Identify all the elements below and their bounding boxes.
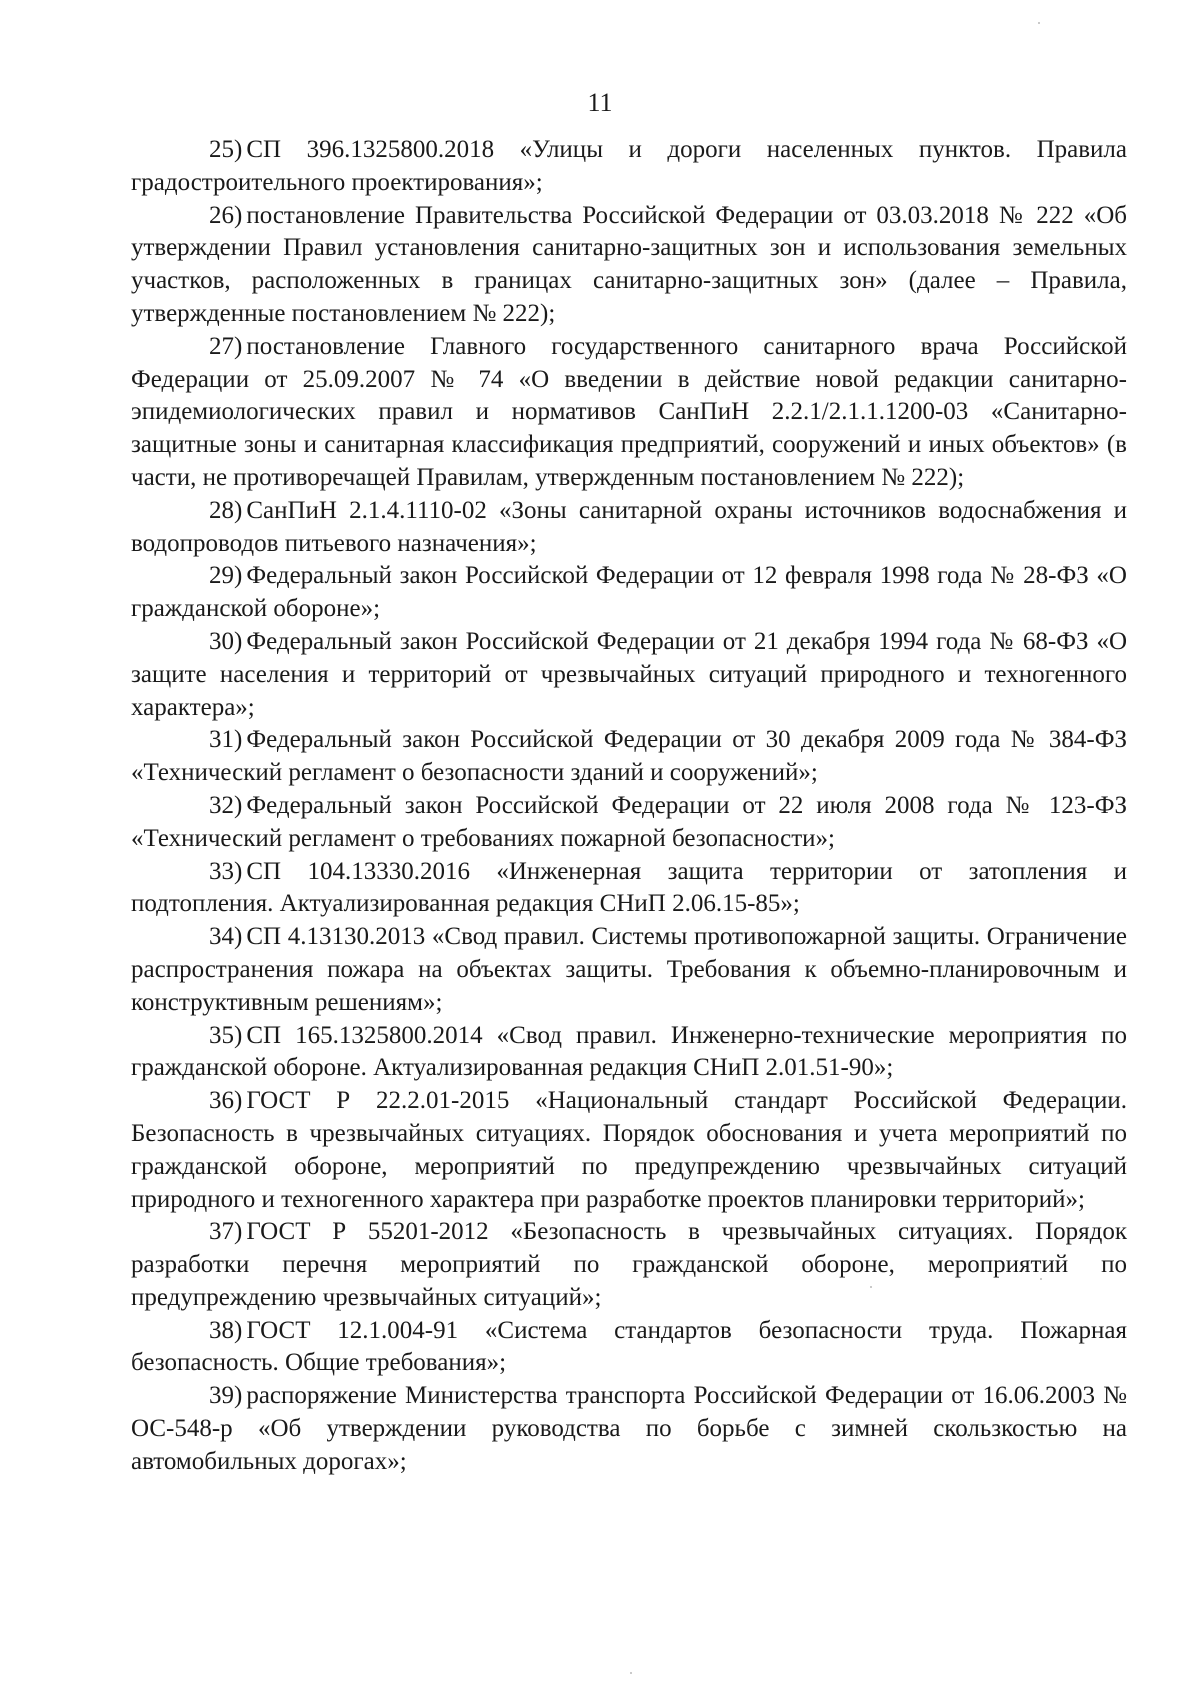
list-item [131,921,1127,1019]
item-number: 38) [209,1316,243,1344]
page-number: 11 [587,88,613,117]
reference-list [131,134,1127,1479]
item-number: 34) [209,923,243,951]
list-item [131,626,1127,724]
item-text: СП 165.1325800.2014 «Свод правил. Инженерно-технические мероприятия по гражданской обороне. Актуализированная редакция СНиП 2.01.51-90»; [131,1021,1127,1082]
item-text: распоряжение Министерства транспорта Российской Федерации от 16.06.2003 № ОС-548-р «Об утверждении руководства по борьбе с зимней скользкостью на автомобильных дорогах»; [131,1382,1127,1475]
item-number: 28) [209,496,243,524]
item-number: 25) [209,136,243,163]
item-number: 26) [209,201,243,229]
list-item [131,856,1127,922]
item-text: ГОСТ Р 55201-2012 «Безопасность в чрезвычайных ситуациях. Порядок разработки перечня мероприятий по гражданской обороне, мероприятий по предупреждению чрезвычайных ситуаций»; [131,1218,1127,1311]
item-number: 30) [209,627,243,655]
list-item [131,790,1127,856]
item-number: 35) [209,1021,243,1049]
list-item [131,331,1127,495]
scan-speck [1038,22,1040,24]
item-text: СП 104.13330.2016 «Инженерная защита территории от затопления и подтопления. Актуализированная редакция СНиП 2.06.15-85»; [131,857,1127,918]
list-item [131,200,1127,331]
item-text: Федеральный закон Российской Федерации от 30 декабря 2009 года № 384-ФЗ «Технический регламент о безопасности зданий и сооружений»; [131,726,1127,787]
list-item [131,1380,1127,1478]
item-text: ГОСТ 12.1.004-91 «Система стандартов безопасности труда. Пожарная безопасность. Общие требования»; [131,1316,1127,1377]
item-text: Федеральный закон Российской Федерации от 21 декабря 1994 года № 68-ФЗ «О защите населения и территорий от чрезвычайных ситуаций природного и техногенного характера»; [131,627,1127,721]
list-item [131,1315,1127,1381]
list-item [131,1085,1127,1216]
scan-speck [1040,1278,1042,1280]
list-item [131,1216,1127,1314]
list-item [131,1020,1127,1086]
item-number: 31) [209,726,243,754]
item-text: СанПиН 2.1.4.1110-02 «Зоны санитарной охраны источников водоснабжения и водопроводов питьевого назначения»; [131,496,1127,557]
list-item [131,560,1127,626]
list-item [131,724,1127,790]
item-number: 33) [209,857,243,885]
item-text: Федеральный закон Российской Федерации от 22 июля 2008 года № 123-ФЗ «Технический регламент о требованиях пожарной безопасности»; [131,791,1127,852]
item-text: Федеральный закон Российской Федерации от 12 февраля 1998 года № 28-ФЗ «О гражданской обороне»; [131,562,1127,623]
item-text: СП 396.1325800.2018 «Улицы и дороги населенных пунктов. Правила градостроительного проектирования»; [131,136,1127,196]
list-item [131,495,1127,561]
item-number: 32) [209,791,243,819]
item-number: 29) [209,562,243,590]
item-text: ГОСТ Р 22.2.01-2015 «Национальный стандарт Российской Федерации. Безопасность в чрезвычайных ситуациях. Порядок обоснования и учета мероприятий по гражданской обороне, мероприятий по предупреждению чрезвычайных ситуаций природного и техногенного характера при разработке проектов планировки территорий»; [131,1087,1127,1213]
scan-speck [870,1286,872,1288]
item-number: 36) [209,1087,243,1115]
item-text: постановление Главного государственного санитарного врача Российской Федерации от 25.09.2007 № 74 «О введении в действие новой редакции санитарно-эпидемиологических правил и нормативов СанПиН 2.2.1/2.1.1.1200-03 «Санитарно-защитные зоны и санитарная классификация предприятий, сооружений и иных объектов» (в части, не противоречащей Правилам, утвержденным постановлением № 222); [131,332,1127,491]
item-text: СП 4.13130.2013 «Свод правил. Системы противопожарной защиты. Ограничение распространения пожара на объектах защиты. Требования к объемно-планировочным и конструктивным решениям»; [131,923,1127,1016]
list-item [131,134,1127,200]
scan-speck [630,1672,632,1674]
item-number: 37) [209,1218,243,1246]
item-number: 39) [209,1382,243,1410]
item-number: 27) [209,332,243,360]
item-text: постановление Правительства Российской Федерации от 03.03.2018 № 222 «Об утверждении Правил установления санитарно-защитных зон и использования земельных участков, расположенных в границах санитарно-защитных зон» (далее – Правила, утвержденные постановлением № 222); [131,201,1127,327]
